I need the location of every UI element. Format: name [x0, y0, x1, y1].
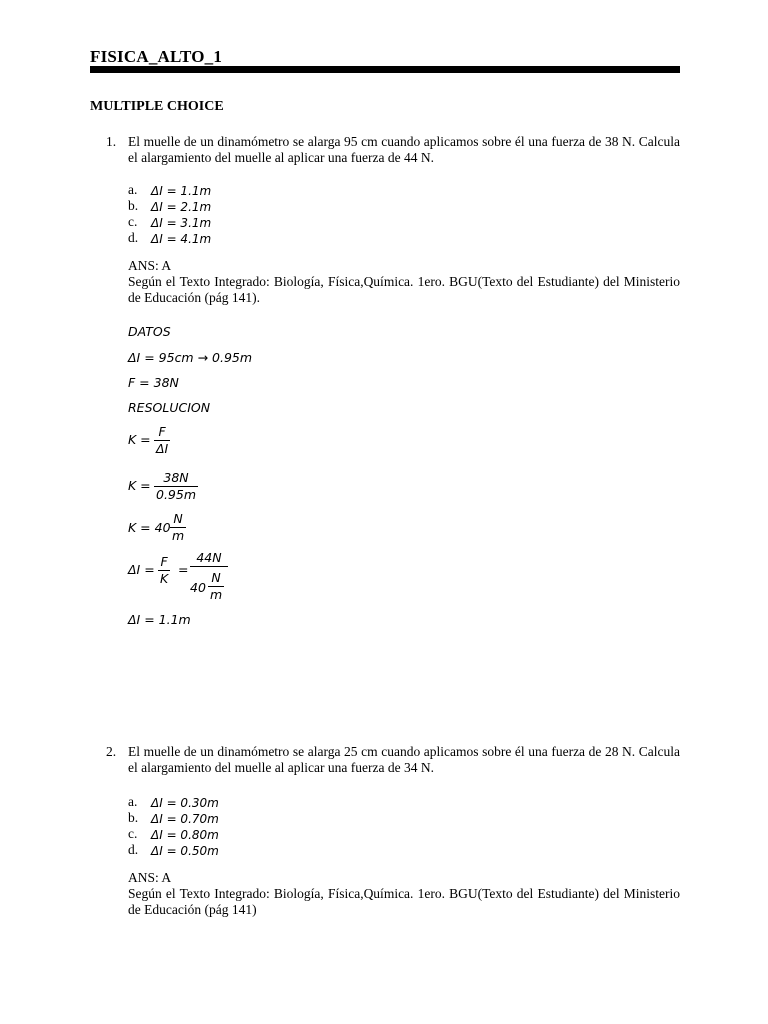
- option-letter: d.: [128, 842, 139, 857]
- question-text: El muelle de un dinamómetro se alarga 95 cm cuando aplicamos sobre él una fuerza de 38 N. Calcula el alargamiento del muelle al aplicar una fuerza de 44 N.: [128, 134, 680, 165]
- datos-label: DATOS: [128, 324, 171, 339]
- option-b[interactable]: [128, 810, 428, 826]
- answer-options: [128, 794, 428, 858]
- fraction-denominator: m: [172, 528, 185, 543]
- delta-given: ΔI = 95cm → 0.95m: [128, 350, 253, 365]
- question-2: [90, 744, 680, 924]
- equals-sign: =: [178, 562, 189, 577]
- question-text: El muelle de un dinamómetro se alarga 25 cm cuando aplicamos sobre él una fuerza de 28 N. Calcula el alargamiento del muelle al aplicar una fuerza de 34 N.: [128, 744, 680, 775]
- option-letter: c.: [128, 826, 138, 841]
- delta-sub-fraction: [190, 550, 228, 567]
- option-value: ΔI = 0.30m: [151, 796, 219, 810]
- answer-block: [128, 870, 680, 918]
- resolucion-label: RESOLUCION: [128, 400, 211, 415]
- fraction-numerator: 38N: [163, 470, 189, 485]
- answer-key: ANS: A: [128, 258, 172, 273]
- option-letter: c.: [128, 214, 138, 229]
- fraction-bar: [190, 566, 228, 567]
- answer-source: Según el Texto Integrado: Biología, Física,Química. 1ero. BGU(Texto del Estudiante) del Ministerio de Educación (pág 141).: [128, 274, 680, 305]
- force-given: F = 38N: [128, 375, 179, 390]
- option-value: ΔI = 0.50m: [151, 844, 219, 858]
- option-value: ΔI = 1.1m: [151, 184, 212, 198]
- option-b[interactable]: [128, 198, 428, 214]
- question-number: 2.: [106, 744, 117, 759]
- k-sub-fraction: [154, 470, 198, 503]
- delta-sub-unit-fraction: [208, 570, 224, 603]
- option-value: ΔI = 2.1m: [151, 200, 212, 214]
- fraction-denominator: 0.95m: [156, 487, 197, 502]
- option-a[interactable]: [128, 794, 428, 810]
- final-result: ΔI = 1.1m: [128, 612, 191, 627]
- fraction-denominator: m: [210, 587, 223, 602]
- fraction-denominator: K: [160, 571, 169, 586]
- option-value: ΔI = 0.80m: [151, 828, 219, 842]
- option-c[interactable]: [128, 826, 428, 842]
- delta-sub-coef: 40: [190, 580, 206, 595]
- section-heading: MULTIPLE CHOICE: [90, 99, 224, 114]
- fraction-numerator: F: [158, 424, 166, 439]
- fraction-numerator: N: [211, 570, 221, 585]
- option-d[interactable]: [128, 230, 428, 246]
- fraction-denominator: ΔI: [156, 441, 169, 456]
- k-sub-lhs: K =: [128, 478, 151, 493]
- question-number: 1.: [106, 134, 117, 149]
- option-c[interactable]: [128, 214, 428, 230]
- fraction-numerator: F: [160, 554, 168, 569]
- title-rule: [90, 66, 680, 73]
- k-result-fraction: [170, 511, 186, 544]
- question-1: [90, 134, 680, 634]
- k-formula-fraction: [154, 424, 170, 457]
- answer-options: [128, 182, 428, 246]
- answer-key: ANS: A: [128, 870, 172, 885]
- fraction-numerator: 44N: [196, 550, 222, 565]
- k-formula-lhs: K =: [128, 432, 151, 447]
- answer-block: [128, 258, 680, 306]
- option-value: ΔI = 0.70m: [151, 812, 219, 826]
- option-letter: a.: [128, 794, 138, 809]
- option-letter: d.: [128, 230, 139, 245]
- option-d[interactable]: [128, 842, 428, 858]
- delta-formula-fraction: [158, 554, 170, 587]
- option-letter: b.: [128, 810, 139, 825]
- option-a[interactable]: [128, 182, 428, 198]
- k-result-lhs: K = 40: [128, 520, 171, 535]
- option-letter: b.: [128, 198, 139, 213]
- option-value: ΔI = 4.1m: [151, 232, 212, 246]
- answer-source: Según el Texto Integrado: Biología, Física,Química. 1ero. BGU(Texto del Estudiante) del Ministerio de Educación (pág 141): [128, 886, 680, 917]
- option-letter: a.: [128, 182, 138, 197]
- delta-formula-lhs: ΔI =: [128, 562, 155, 577]
- document-title: FISICA_ALTO_1: [90, 47, 223, 66]
- fraction-numerator: N: [173, 511, 183, 526]
- option-value: ΔI = 3.1m: [151, 216, 212, 230]
